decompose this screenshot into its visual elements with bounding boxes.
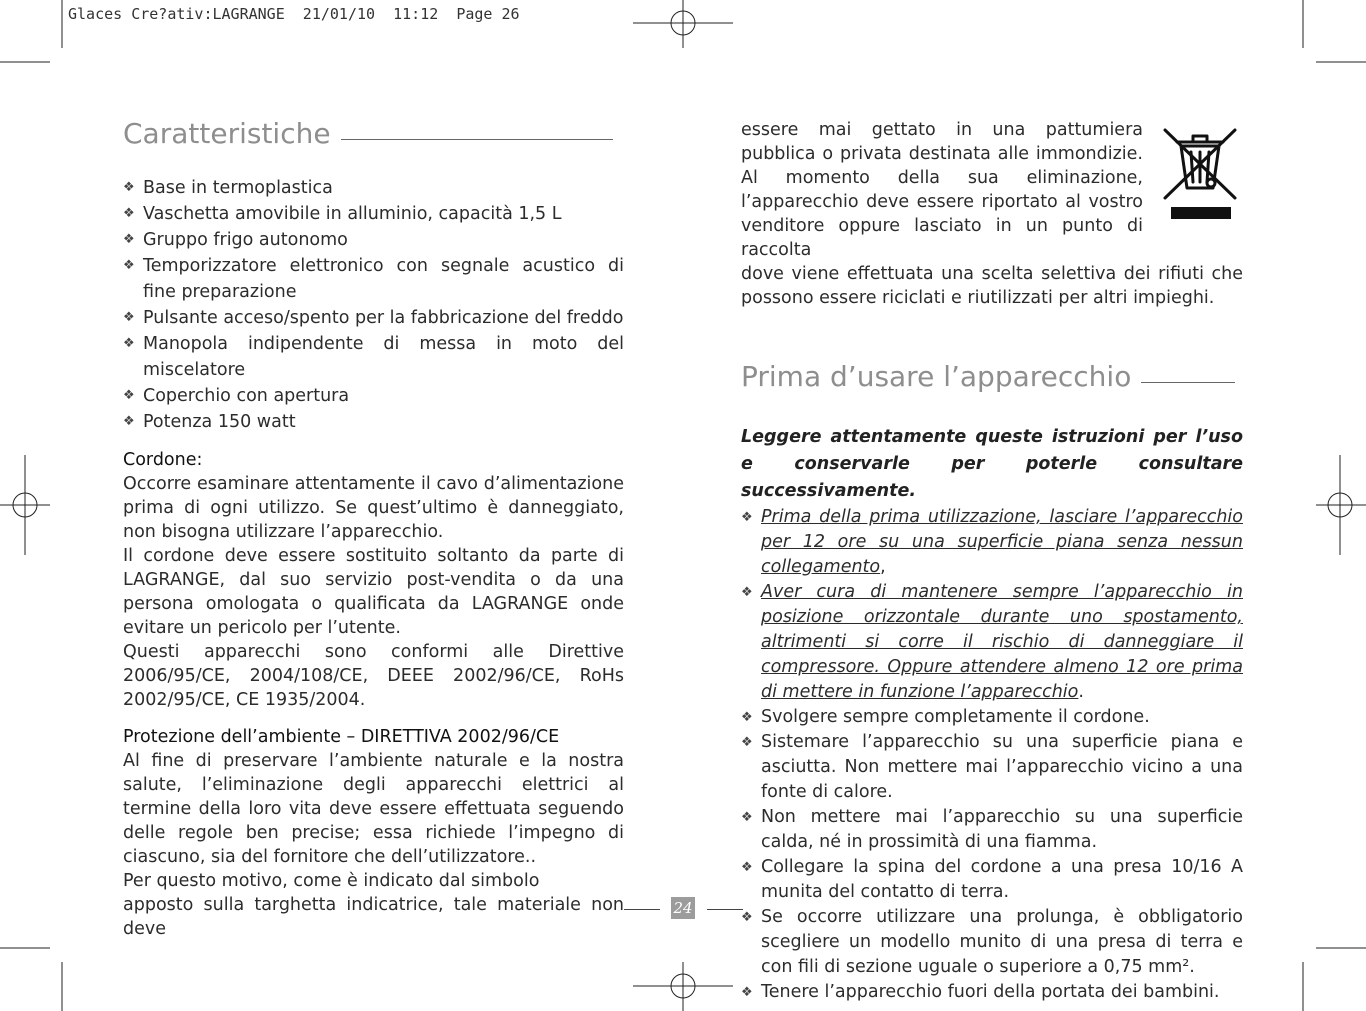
weee-text-2: Al momento della sua eliminazione, l’apparecchio deve essere riportato al vostro venditore oppure lasciato in un punto di raccolta bbox=[741, 168, 1143, 260]
cord-paragraph-2: Il cordone deve essere sostituito soltanto da parte di LAGRANGE, dal suo servizio post-vendita o da una persona omologata o qualificata da LAGRANGE onde evitare un pericolo per l’utente. bbox=[123, 546, 624, 638]
list-item: ❖ Svolgere sempre completamente il cordone. bbox=[741, 705, 1243, 730]
section-heading-caratteristiche: Caratteristiche bbox=[123, 112, 613, 156]
list-item: ❖ Pulsante acceso/spento per la fabbricazione del freddo bbox=[123, 305, 624, 331]
right-column bbox=[741, 118, 1243, 1005]
list-item: ❖ Gruppo frigo autonomo bbox=[123, 227, 624, 253]
cord-paragraph-1: Occorre esaminare attentamente il cavo d’alimentazione prima di ogni utilizzo. Se quest’ultimo è danneggiato, non bisogna utilizzare l’apparecchio. bbox=[123, 474, 624, 542]
diamond-bullet-icon: ❖ bbox=[123, 414, 135, 429]
list-item: ❖ Potenza 150 watt bbox=[123, 409, 624, 435]
diamond-bullet-icon: ❖ bbox=[741, 810, 753, 825]
diamond-bullet-icon: ❖ bbox=[123, 388, 135, 403]
list-item: ❖ Collegare la spina del cordone a una presa 10/16 A munita del contatto di terra. bbox=[741, 857, 1243, 902]
diamond-bullet-icon: ❖ bbox=[741, 585, 753, 600]
list-item: ❖ Vaschetta amovibile in alluminio, capacità 1,5 L bbox=[123, 201, 624, 227]
environment-paragraph-2: Per questo motivo, come è indicato dal simbolo bbox=[123, 871, 540, 891]
page-number: 24 bbox=[671, 897, 695, 919]
weee-text-1: essere mai gettato in una pattumiera pubblica o privata destinata alle immondizie. bbox=[741, 120, 1143, 164]
diamond-bullet-icon: ❖ bbox=[741, 510, 753, 525]
list-item: ❖ Temporizzatore elettronico con segnale acustico di fine preparazione bbox=[123, 253, 624, 305]
environment-paragraph-1: Al fine di preservare l’ambiente naturale e la nostra salute, l’eliminazione degli apparecchi elettrici al termine della loro vita deve essere effettuata seguendo delle regole ben precise; essa richiede l’impegno di ciascuno, sia del fornitore che dell’utilizzatore.. bbox=[123, 751, 624, 867]
diamond-bullet-icon: ❖ bbox=[741, 710, 753, 725]
list-item: ❖ Base in termoplastica bbox=[123, 175, 624, 201]
list-item: ❖ Sistemare l’apparecchio su una superficie piana e asciutta. Non mettere mai l’apparecchio vicino a una fonte di calore. bbox=[741, 732, 1243, 802]
diamond-bullet-icon: ❖ bbox=[123, 206, 135, 221]
list-item: ❖ Aver cura di mantenere sempre l’apparecchio in posizione orizzontale durante uno spostamento, altrimenti si corre il rischio di danneggiare il compressore. Oppure attendere almeno 12 ore prima di mettere in funzione l’apparecchio. bbox=[741, 582, 1243, 702]
cord-subheading: Cordone: bbox=[123, 450, 203, 470]
lead-instructions: Leggere attentamente queste istruzioni per l’uso e conservarle per poterle consultare successivamente. bbox=[741, 427, 1243, 501]
diamond-bullet-icon: ❖ bbox=[123, 180, 135, 195]
environment-subheading: Protezione dell’ambiente – DIRETTIVA 2002/96/CE bbox=[123, 727, 560, 747]
cord-paragraph-3: Questi apparecchi sono conformi alle Direttive 2006/95/CE, 2004/108/CE, DEEE 2002/96/CE, RoHs 2002/95/CE, CE 1935/2004. bbox=[123, 642, 624, 710]
list-item: ❖ Tenere l’apparecchio fuori della portata dei bambini. bbox=[741, 980, 1243, 1005]
weee-block bbox=[741, 118, 1243, 310]
heading-rule bbox=[341, 139, 613, 140]
section-heading-prima-dusare: Prima d’usare l’apparecchio bbox=[741, 357, 1235, 397]
heading-rule bbox=[1141, 382, 1235, 383]
diamond-bullet-icon: ❖ bbox=[123, 258, 135, 273]
list-item: ❖ Non mettere mai l’apparecchio su una superficie calda, né in prossimità di una fiamma. bbox=[741, 807, 1243, 852]
list-item: ❖ Manopola indipendente di messa in moto del miscelatore bbox=[123, 331, 624, 383]
page-number-rule-left bbox=[624, 909, 660, 910]
feature-list bbox=[123, 175, 624, 435]
diamond-bullet-icon: ❖ bbox=[123, 232, 135, 247]
diamond-bullet-icon: ❖ bbox=[741, 910, 753, 925]
diamond-bullet-icon: ❖ bbox=[741, 860, 753, 875]
list-item: ❖ Coperchio con apertura bbox=[123, 383, 624, 409]
list-item: ❖ Prima della prima utilizzazione, lasciare l’apparecchio per 12 ore su una superficie piana senza nessun collegamento, bbox=[741, 507, 1243, 577]
safety-list bbox=[741, 505, 1243, 1005]
diamond-bullet-icon: ❖ bbox=[123, 310, 135, 325]
list-item: ❖ Se occorre utilizzare una prolunga, è obbligatorio scegliere un modello munito di una presa di terra e con fili di sezione uguale o superiore a 0,75 mm². bbox=[741, 907, 1243, 977]
environment-paragraph-3: apposto sulla targhetta indicatrice, tale materiale non deve bbox=[123, 895, 624, 939]
crossed-out-wheelie-bin-icon bbox=[1157, 120, 1243, 222]
diamond-bullet-icon: ❖ bbox=[123, 336, 135, 351]
diamond-bullet-icon: ❖ bbox=[741, 735, 753, 750]
weee-text-3: dove viene effettuata una scelta selettiva dei rifiuti che possono essere riciclati e riutilizzati per altri impieghi. bbox=[741, 264, 1243, 308]
left-column bbox=[123, 112, 624, 941]
diamond-bullet-icon: ❖ bbox=[741, 985, 753, 1000]
page-number-rule-right bbox=[707, 909, 743, 910]
print-slug: Glaces Cre?ativ:LAGRANGE 21/01/10 11:12 Page 26 bbox=[68, 5, 520, 23]
